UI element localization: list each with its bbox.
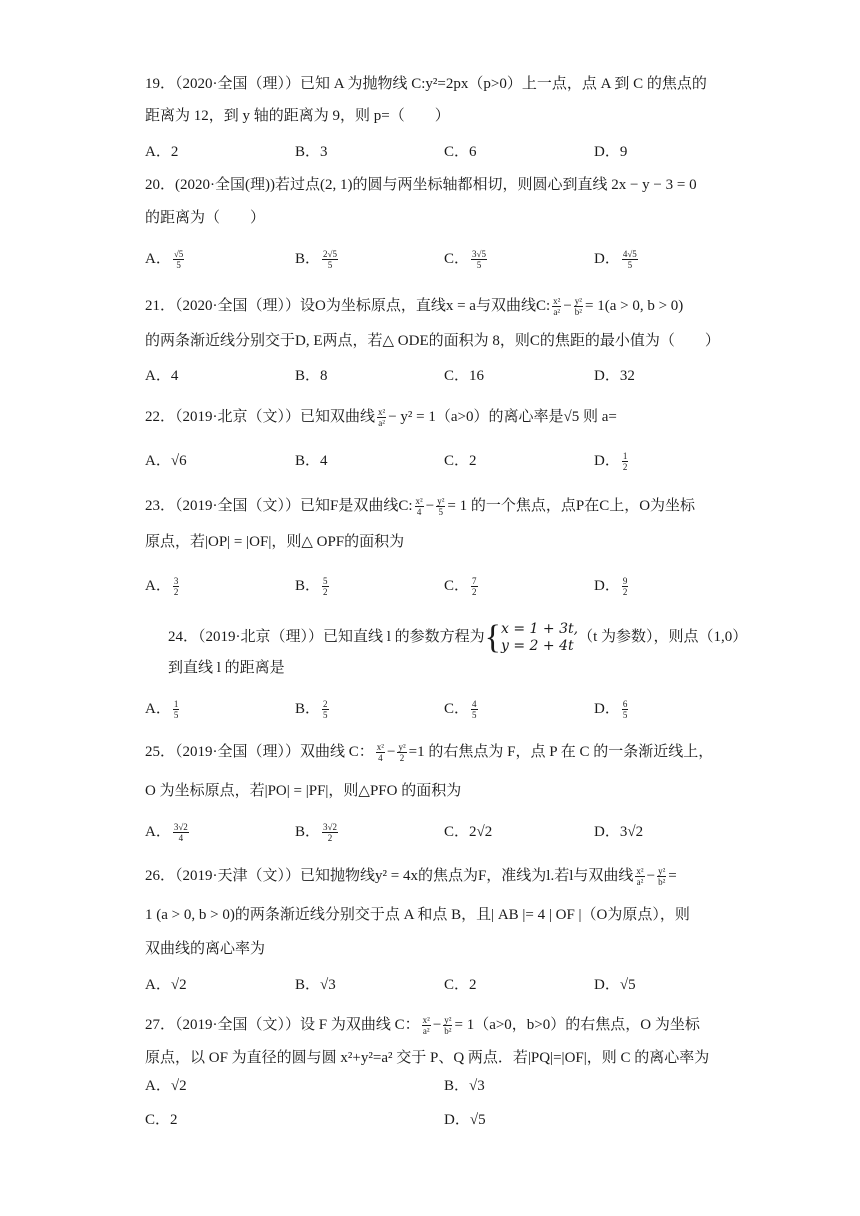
- q24-line-1: 24．（2019·北京（理））已知直线 l 的参数方程为 { x = 1 + 3t, y = 2 + 4t （t 为参数），则点（1,0）: [168, 618, 748, 656]
- q23-line-1: 23．（2019·全国（文））已知F是双曲线C: $\frac{\text{x²}}{4}$ − $\frac{\text{y²}}{5}$ = 1 的一个焦点，点P在C上，O为坐标: [145, 496, 696, 518]
- q26-line-2: 1 (a > 0, b > 0)的两条渐近线分别交于点 A 和点 B，且| AB |= 4 | OF |（O为原点），则: [145, 907, 690, 923]
- q25-option-d: D．3√2: [594, 824, 644, 840]
- q22-option-c: C．2: [444, 453, 477, 469]
- q26-line-1: 26．（2019·天津（文））已知抛物线y² = 4x的焦点为F，准线为l.若l与双曲线 $\frac{\text{x²}}{\text{a²}}$ − $\frac{\text{y²}}{\text{b²}}$ =: [145, 866, 677, 888]
- q22-option-a: A．√6: [145, 453, 187, 469]
- q23-line-2: 原点，若|OP| = |OF|，则△ OPF的面积为: [145, 534, 405, 550]
- q23-option-c: C． $\frac{7}{2}$: [444, 576, 477, 598]
- q27-line-1: 27．（2019·全国（文））设 F 为双曲线 C： $\frac{\text{x²}}{\text{a²}}$ − $\frac{\text{y²}}{\text{b²}}$ = 1（a>0，b>0）的右焦点，O 为坐标: [145, 1015, 700, 1037]
- q21-option-c: C．16: [444, 368, 485, 384]
- q22-option-b: B．4: [295, 453, 328, 469]
- q20-line-1: 20．(2020·全国(理))若过点(2, 1)的圆与两坐标轴都相切，则圆心到直线 2x − y − 3 = 0: [145, 177, 697, 193]
- q27-line-2: 原点，以 OF 为直径的圆与圆 x²+y²=a² 交于 P、Q 两点．若|PQ|=|OF|，则 C 的离心率为: [145, 1050, 710, 1066]
- q20-option-c: C． $\frac{3√5}{5}$: [444, 249, 486, 271]
- q25-line-1: 25．（2019·全国（理））双曲线 C： $\frac{\text{x²}}{4}$ − $\frac{\text{y²}}{2}$ =1 的右焦点为 F，点 P 在 C 的一条渐近线上，: [145, 742, 714, 764]
- q19-option-b: B．3: [295, 144, 328, 160]
- q26-option-c: C．2: [444, 977, 477, 993]
- q21-line-2: 的两条渐近线分别交于D, E两点，若△ ODE的面积为 8，则C的焦距的最小值为（ ）: [145, 333, 720, 349]
- q20-option-a: A． $\frac{√5}{5}$: [145, 249, 184, 271]
- q24-option-c: C． $\frac{4}{5}$: [444, 699, 477, 721]
- q22-line-1: 22．（2019·北京（文））已知双曲线 $\frac{\text{x²}}{\text{a²}}$ − y² = 1（a>0）的离心率是√5 则 a=: [145, 407, 617, 429]
- q24-option-d: D． $\frac{6}{5}$: [594, 699, 628, 721]
- q26-option-b: B．√3: [295, 977, 336, 993]
- q27-option-c: C．2: [145, 1112, 178, 1128]
- q26-line-3: 双曲线的离心率为: [145, 941, 266, 957]
- q21-option-b: B．8: [295, 368, 328, 384]
- q25-option-c: C．2√2: [444, 824, 493, 840]
- q23-option-b: B． $\frac{5}{2}$: [295, 576, 328, 598]
- q26-option-a: A．√2: [145, 977, 187, 993]
- q21-option-a: A．4: [145, 368, 179, 384]
- q24-option-b: B． $\frac{2}{5}$: [295, 699, 328, 721]
- q19-option-a: A．2: [145, 144, 179, 160]
- q20-option-d: D． $\frac{4√5}{5}$: [594, 249, 637, 271]
- q26-option-d: D．√5: [594, 977, 636, 993]
- q19-option-c: C．6: [444, 144, 477, 160]
- q20-option-b: B． $\frac{2√5}{5}$: [295, 249, 337, 271]
- q25-option-b: B． $\frac{3√2}{2}$: [295, 822, 337, 844]
- q19-line-2: 距离为 12，到 y 轴的距离为 9，则 p=（ ）: [145, 108, 450, 124]
- q19-line-1: 19．（2020·全国（理））已知 A 为抛物线 C:y²=2px（p>0）上一点，点 A 到 C 的焦点的: [145, 76, 707, 92]
- q23-option-d: D． $\frac{9}{2}$: [594, 576, 628, 598]
- q23-option-a: A． $\frac{3}{2}$: [145, 576, 179, 598]
- parametric-system: { x = 1 + 3t, y = 2 + 4t: [484, 618, 579, 656]
- q21-option-d: D．32: [594, 368, 635, 384]
- q25-line-2: O 为坐标原点，若|PO| = |PF|，则△PFO 的面积为: [145, 783, 462, 799]
- q27-option-a: A．√2: [145, 1078, 187, 1094]
- q22-option-d: D． $\frac{1}{2}$: [594, 451, 628, 473]
- q21-line-1: 21．（2020·全国（理））设O为坐标原点，直线x = a与双曲线C: $\frac{\text{x²}}{\text{a²}}$ − $\frac{\text{y²}}{\text{b²}}$ = 1(a > 0, b > 0): [145, 296, 684, 318]
- q20-line-2: 的距离为（ ）: [145, 210, 266, 226]
- q25-option-a: A． $\frac{3√2}{4}$: [145, 822, 188, 844]
- q19-option-d: D．9: [594, 144, 628, 160]
- q27-option-d: D．√5: [444, 1112, 486, 1128]
- q24-line-2: 到直线 l 的距离是: [168, 660, 285, 676]
- q27-option-b: B．√3: [444, 1078, 485, 1094]
- q24-option-a: A． $\frac{1}{5}$: [145, 699, 179, 721]
